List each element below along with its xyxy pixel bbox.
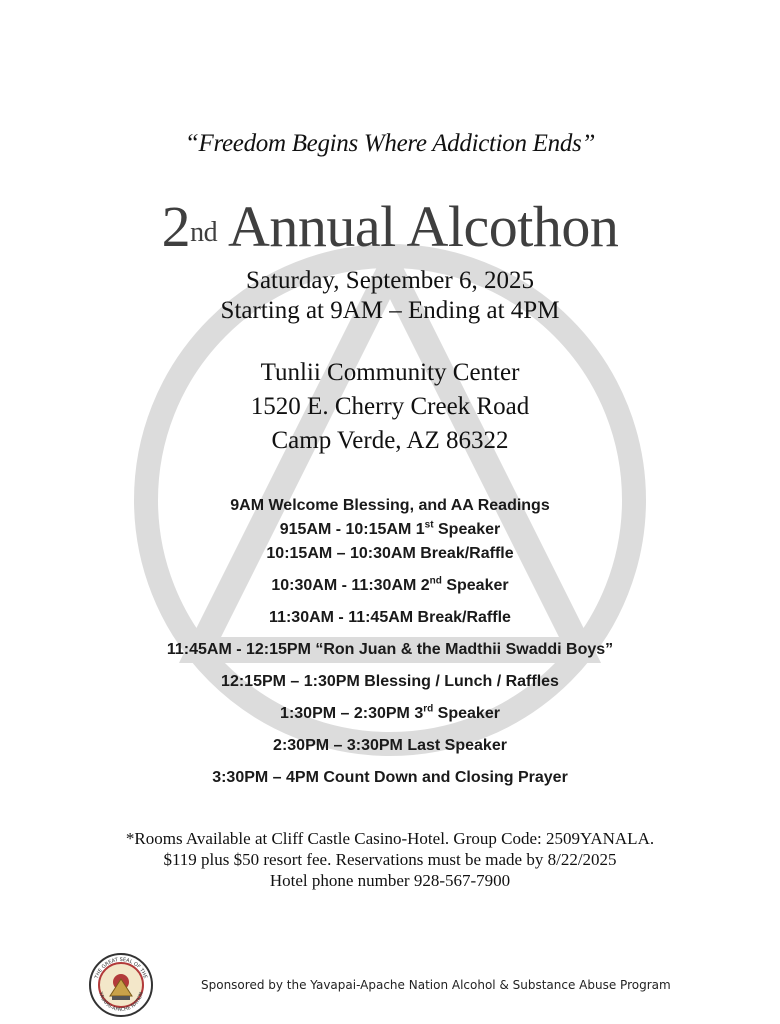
venue-name: Tunlii Community Center <box>260 359 520 386</box>
schedule-item-text: 2:30PM – 3:30PM Last Speaker <box>273 737 507 754</box>
schedule-item <box>0 736 780 755</box>
hotel-line-1: *Rooms Available at Cliff Castle Casino-Hotel. Group Code: 2509YANALA. <box>125 829 655 848</box>
venue-address: 1520 E. Cherry Creek Road <box>250 393 530 420</box>
schedule-item-text: 11:30AM - 11:45AM Break/Raffle <box>269 609 511 626</box>
schedule-item-text: 915AM - 10:15AM 1 <box>279 521 425 538</box>
schedule-item <box>0 520 780 539</box>
schedule-item-text: 10:30AM - 11:30AM 2 <box>271 577 430 594</box>
schedule-item <box>0 704 780 723</box>
slogan: “Freedom Begins Where Addiction Ends” <box>184 130 596 157</box>
hotel-line-3: Hotel phone number 928-567-7900 <box>269 871 511 890</box>
schedule-item-ordinal: nd <box>429 575 442 587</box>
schedule-item-ordinal: rd <box>423 703 434 715</box>
schedule-item <box>0 640 780 659</box>
schedule-item-text-tail: Speaker <box>441 577 509 594</box>
schedule-item-text-tail: Speaker <box>433 705 500 722</box>
schedule-item-ordinal: st <box>424 519 434 531</box>
schedule-item-text: 3:30PM – 4PM Count Down and Closing Prayer <box>212 769 568 786</box>
schedule-item <box>0 672 780 691</box>
event-title <box>0 192 780 262</box>
schedule-list <box>0 496 780 787</box>
schedule-item <box>0 608 780 627</box>
schedule-item-text: 12:15PM – 1:30PM Blessing / Lunch / Raffles <box>221 673 559 690</box>
schedule-item <box>0 544 780 563</box>
title-name: Annual Alcothon <box>227 194 619 259</box>
venue <box>0 356 780 458</box>
title-ordinal-suffix: nd <box>190 217 218 248</box>
sponsor-text: Sponsored by the Yavapai-Apache Nation Alcohol & Substance Abuse Program <box>201 978 671 992</box>
event-time: Starting at 9AM – Ending at 4PM <box>220 297 560 324</box>
schedule-item <box>0 496 780 515</box>
yavapai-apache-nation-seal-icon <box>88 952 154 1018</box>
footer <box>88 952 688 1016</box>
schedule-item <box>0 576 780 595</box>
schedule-item-text: 10:15AM – 10:30AM Break/Raffle <box>266 545 514 562</box>
seal-text-bottom: YAVAPAI-APACHE NATION <box>97 991 145 1014</box>
event-date: Saturday, September 6, 2025 <box>246 267 534 294</box>
schedule-item-text: 11:45AM - 12:15PM “Ron Juan & the Madthii Swaddi Boys” <box>166 641 614 658</box>
seal-text-top: THE GREAT SEAL OF THE <box>93 956 149 980</box>
title-ordinal-number: 2 <box>161 194 191 259</box>
venue-city: Camp Verde, AZ 86322 <box>271 427 509 454</box>
hotel-info <box>0 828 780 891</box>
schedule-item-text: 9AM Welcome Blessing, and AA Readings <box>230 497 550 514</box>
schedule-item-text-tail: Speaker <box>433 521 501 538</box>
schedule-item-text: 1:30PM – 2:30PM 3 <box>280 705 424 722</box>
schedule-item <box>0 768 780 787</box>
hotel-line-2: $119 plus $50 resort fee. Reservations must be made by 8/22/2025 <box>163 850 617 869</box>
event-datetime <box>0 266 780 326</box>
